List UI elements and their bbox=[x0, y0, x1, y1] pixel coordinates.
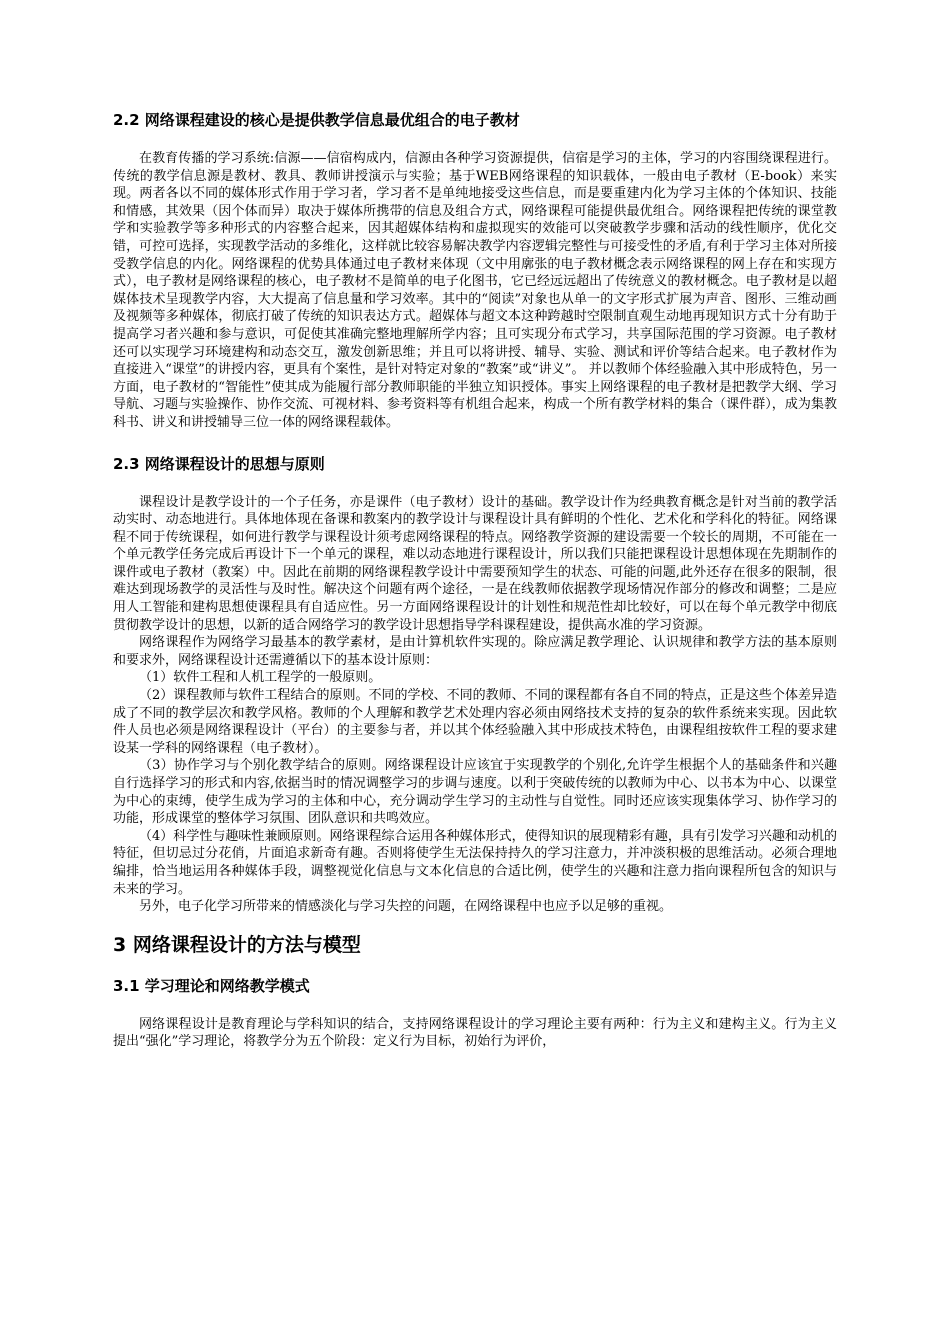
section-2-3-paragraph-1: 课程设计是教学设计的一个子任务，亦是课件（电子教材）设计的基础。教学设计作为经典教育概念是针对当前的教学活动实时、动态地进行。具体地体现在备课和教案内的教学设计与课程设计具有鲜明的个性化、艺术化和学科化的特征。网络课程不同于传统课程，如何进行教学与课程设计须考虑网络课程的特点。网络教学资源的建设需要一个较长的周期，不可能在一个单元教学任务完成后再设计下一个单元的课程，难以动态地进行课程设计，所以我们只能把课程设计思想体现在先期制作的课件或电子教材（教案）中。因此在前期的网络课程教学设计中需要预知学生的状态、可能的问题,此外还存在很多的限制，很难达到现场教学的灵活性与及时性。解决这个问题有两个途径，一是在线教师依据教学现场情况作部分的修改和调整；二是应用人工智能和建构思想使课程具有自适应性。另一方面网络课程设计的计划性和规范性却比较好，可以在每个单元教学中彻底贯彻教学设计的思想，以新的适合网络学习的教学设计思想指导学科课程建设，提供高水准的学习资源。 bbox=[113, 494, 837, 633]
section-2-2-heading: 2.2 网络课程建设的核心是提供教学信息最优组合的电子教材 bbox=[113, 111, 520, 129]
section-2-3-paragraph-2: 网络课程作为网络学习最基本的教学素材，是由计算机软件实现的。除应满足教学理论、认识规律和教学方法的基本原则和要求外，网络课程设计还需遵循以下的基本设计原则： bbox=[113, 635, 837, 668]
section-2-2-paragraph-1: 在教育传播的学习系统:信源——信宿构成内，信源由各种学习资源提供，信宿是学习的主体，学习的内容围绕课程进行。传统的教学信息源是教材、教具、教师讲授演示与实验；基于WEB网络课程的知识载体，一般由电子教材（E-book）来实现。两者各以不同的媒体形式作用于学习者，学习者不是单纯地接受这些信息，而是要重建内化为学习主体的个体知识、技能和情感，其效果（因个体而异）取决于媒体所携带的信息及组合方式，网络课程可能提供最优组合。网络课程把传统的课堂教学和实验教学等多种形式的内容整合起来，因其超媒体结构和虚拟现实的效能可以突破教学步骤和活动的线性顺序，优化交错，可控可选择，实现教学活动的多维化，这样就比较容易解决教学内容逻辑完整性与可接受性的矛盾,有利于学习主体对所接受教学信息的内化。网络课程的优势具体通过电子教材来体现（文中用廓张的电子教材概念表示网络课程的网上存在和实现方式），电子教材是网络课程的核心，电子教材不是简单的电子化图书，它已经远远超出了传统意义的教材概念。电子教材是以超媒体技术呈现教学内容，大大提高了信息量和学习效率。其中的“阅读”对象也从单一的文字形式扩展为声音、图形、三维动画及视频等多种媒体，彻底打破了传统的知识表达方式。超媒体与超文本这种跨越时空限制直观生动地再现知识方式十分有助于提高学习者兴趣和参与意识，可促使其准确完整地理解所学内容；且可实现分布式学习，共享国际范围的学习资源。电子教材还可以实现学习环境建构和动态交互，激发创新思维；并且可以将讲授、辅导、实验、测试和评价等结合起来。电子教材作为直接进入“课堂”的讲授内容，更具有个案性，是针对特定对象的“教案”或“讲义”。 并以教师个体经验融入其中形成特色，另一方面，电子教材的“智能性”使其成为能履行部分教师职能的半独立知识授体。事实上网络课程的电子教材是把教学大纲、学习导航、习题与实验操作、协作交流、可视材料、参考资料等有机组合起来，构成一个所有教学材料的集合（课件群），成为集教科书、讲义和讲授辅导三位一体的网络课程载体。 bbox=[113, 151, 837, 430]
section-2-3-paragraph-closing: 另外，电子化学习所带来的情感淡化与学习失控的问题，在网络课程中也应予以足够的重视。 bbox=[139, 899, 673, 915]
section-2-3-heading: 2.3 网络课程设计的思想与原则 bbox=[113, 454, 325, 473]
section-2-3-principle-2: （2）课程教师与软件工程结合的原则。不同的学校、不同的教师、不同的课程都有各自不同的特点，正是这些个体差异造成了不同的教学层次和教学风格。教师的个人理解和教学艺术处理内容必须由网络技术支持的复杂的软件系统来实现。因此软件人员也必须是网络课程设计（平台）的主要参与者，并以其个体经验融入其中形成技术特色，由课程组按软件工程的要求建设某一学科的网络课程（电子教材）。 bbox=[113, 688, 837, 756]
section-2-3-principle-1: （1）软件工程和人机工程学的一般原则。 bbox=[139, 670, 382, 686]
section-3-1-heading: 3.1 学习理论和网络教学模式 bbox=[113, 976, 310, 995]
section-3-1-paragraph-1: 网络课程设计是教育理论与学科知识的结合，支持网络课程设计的学习理论主要有两种：行为主义和建构主义。行为主义提出“强化”学习理论，将教学分为五个阶段：定义行为目标，初始行为评价， bbox=[113, 1016, 837, 1050]
spacer bbox=[113, 432, 837, 452]
section-2-3-principle-3: （3）协作学习与个别化教学结合的原则。网络课程设计应该宜于实现教学的个别化,允许学生根据个人的基础条件和兴趣自行选择学习的形式和内容,依据当时的情况调整学习的步调与速度。以利于突破传统的以教师为中心、以书本为中心、以课堂为中心的束缚，使学生成为学习的主体和中心，充分调动学生学习的主动性与自觉性。同时还应该实现集体学习、协作学习的功能，形成课堂的整体学习氛围、团队意识和共鸣效应。 bbox=[113, 758, 837, 827]
chapter-3-heading: 3 网络课程设计的方法与模型 bbox=[113, 933, 361, 956]
section-2-3-principle-4: （4）科学性与趣味性兼顾原则。网络课程综合运用各种媒体形式，使得知识的展现精彩有趣，具有引发学习兴趣和动机的特征，但切忌过分花俏，片面追求新奇有趣。否则将使学生无法保持持久的学习注意力，并冲淡积极的思维活动。必须合理地编排，恰当地运用各种媒体手段，调整视觉化信息与文本化信息的合适比例，使学生的兴趣和注意力指向课程所包含的知识与未来的学习。 bbox=[113, 828, 837, 897]
